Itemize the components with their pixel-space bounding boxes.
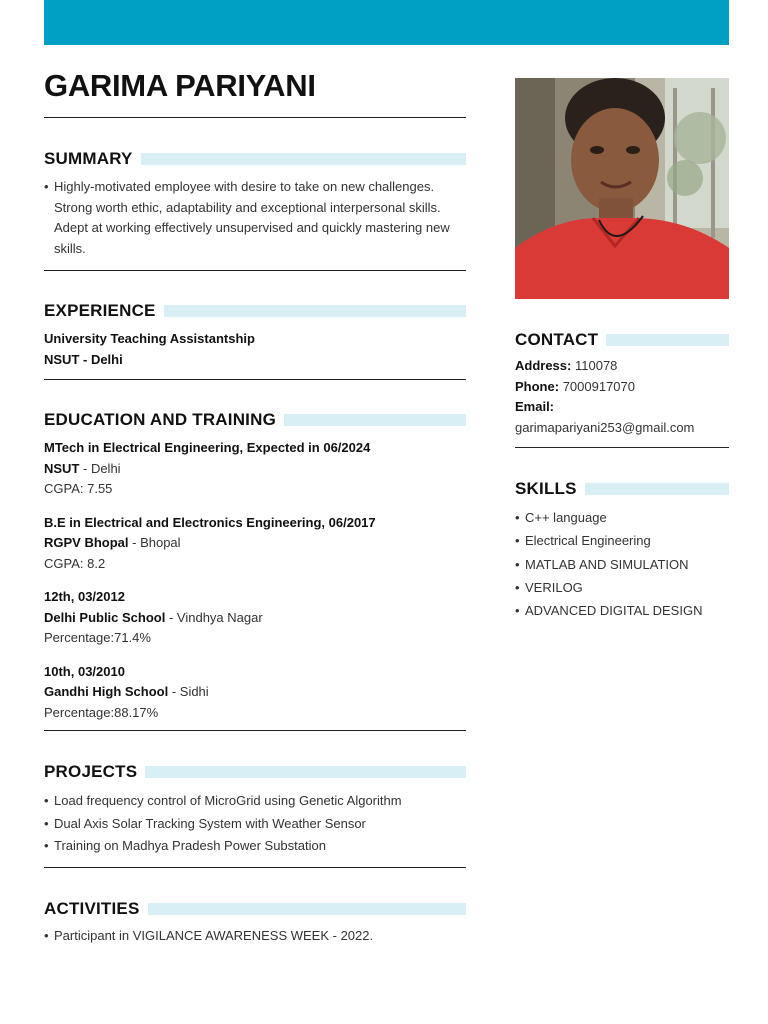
address-label: Address: — [515, 358, 572, 373]
edu-score: Percentage:71.4% — [44, 630, 151, 645]
projects-list — [44, 790, 466, 858]
divider — [44, 379, 466, 380]
edu-date: , Expected in 06/2024 — [239, 440, 371, 455]
projects-title: PROJECTS — [44, 762, 138, 781]
section-bar — [145, 766, 466, 778]
phone-value: 7000917070 — [562, 378, 635, 394]
degree: 12th — [44, 589, 71, 604]
edu-score: CGPA: 8.2 — [44, 555, 106, 571]
edu-score: CGPA: 7.55 — [44, 481, 113, 496]
summary-title: SUMMARY — [44, 149, 133, 168]
section-bar — [164, 305, 466, 317]
skills-list — [515, 506, 729, 622]
experience-title: EXPERIENCE — [44, 301, 156, 320]
activity-item: • Participant in VIGILANCE AWARENESS WEEK - 2022. — [44, 926, 466, 946]
education-item — [44, 438, 466, 500]
skills-title: SKILLS — [515, 479, 577, 498]
contact-title: CONTACT — [515, 330, 599, 349]
candidate-name: GARIMA PARIYANI — [44, 68, 316, 103]
education-item — [44, 513, 466, 575]
email-label: Email: — [515, 399, 555, 414]
education-section — [44, 410, 466, 723]
education-title: EDUCATION AND TRAINING — [44, 410, 276, 429]
skill-item: • Electrical Engineering — [515, 529, 729, 552]
school: Delhi Public School — [44, 609, 166, 625]
header-accent-bar — [44, 0, 729, 45]
project-item: • Training on Madhya Pradesh Power Substation — [44, 835, 466, 858]
school: Gandhi High School — [44, 684, 169, 699]
divider — [44, 117, 466, 118]
project-item: • Load frequency control of MicroGrid using Genetic Algorithm — [44, 790, 466, 813]
school: RGPV Bhopal — [44, 535, 129, 550]
email-value[interactable]: garimapariyani253@gmail.com — [515, 419, 695, 435]
experience-org: NSUT - Delhi — [44, 351, 123, 367]
edu-date: , 03/2012 — [70, 589, 125, 604]
profile-photo — [515, 78, 729, 299]
school-place: - Vindhya Nagar — [165, 609, 263, 625]
degree: MTech in Electrical Engineering — [44, 440, 240, 455]
activities-list — [44, 926, 466, 946]
divider — [515, 447, 729, 448]
education-item — [44, 662, 466, 724]
contact-section — [515, 330, 729, 438]
school-place: - Bhopal — [128, 535, 181, 550]
section-bar — [585, 483, 729, 495]
experience-section — [44, 301, 466, 370]
summary-list — [44, 177, 466, 259]
phone-label: Phone: — [515, 378, 560, 394]
degree: 10th — [44, 663, 71, 679]
section-bar — [284, 414, 466, 426]
skill-item: • MATLAB AND SIMULATION — [515, 553, 729, 576]
project-item: • Dual Axis Solar Tracking System with Weather Sensor — [44, 813, 466, 836]
school-place: - Sidhi — [168, 684, 209, 699]
summary-section — [44, 149, 466, 259]
address-value: 110078 — [574, 358, 618, 373]
skill-item: • VERILOG — [515, 576, 729, 599]
summary-item: • Highly-motivated employee with desire to take on new challenges. Strong worth ethic, adaptability and exceptional interpersonal skills. Adept at working effectively unsupervised and quickly mastering new skills. — [44, 177, 466, 259]
school-place: - Delhi — [79, 460, 121, 476]
divider — [44, 867, 466, 868]
skill-item: • C++ language — [515, 506, 729, 529]
projects-section — [44, 762, 466, 858]
edu-date: , 06/2017 — [321, 514, 376, 530]
skills-section — [515, 479, 729, 622]
divider — [44, 730, 466, 731]
edu-score: Percentage:88.17% — [44, 704, 159, 720]
degree: B.E in Electrical and Electronics Engineering — [44, 514, 322, 530]
skill-item: • ADVANCED DIGITAL DESIGN — [515, 599, 729, 622]
activities-title: ACTIVITIES — [44, 899, 140, 918]
profile-photo-icon — [515, 78, 729, 299]
section-bar — [141, 153, 466, 165]
section-bar — [606, 334, 729, 346]
experience-role: University Teaching Assistantship — [44, 331, 255, 346]
school: NSUT — [44, 460, 80, 476]
activities-section — [44, 899, 466, 946]
edu-date: , 03/2010 — [70, 663, 125, 679]
divider — [44, 270, 466, 271]
section-bar — [148, 903, 466, 915]
education-item — [44, 587, 466, 649]
